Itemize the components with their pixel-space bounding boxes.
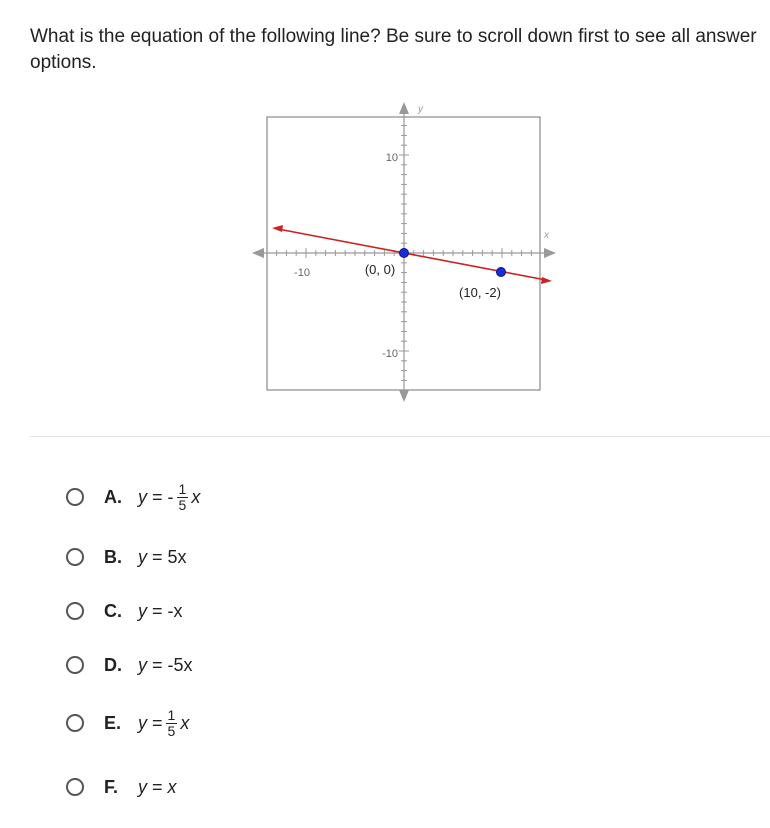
point-origin	[400, 249, 409, 258]
y-axis-down-arrow	[399, 390, 409, 402]
option-equation	[138, 655, 193, 676]
y-tick-label-10: 10	[385, 152, 398, 164]
radio-b[interactable]	[66, 548, 84, 566]
y-axis-label: y	[418, 104, 423, 115]
line-graph	[250, 100, 560, 410]
eq-sign: =	[152, 776, 163, 797]
question-text: What is the equation of the following line? Be sure to scroll down first to see all answer options.	[30, 26, 757, 73]
x-axis-right-arrow	[544, 248, 556, 258]
fraction	[166, 708, 178, 739]
eq-lhs: y	[138, 776, 147, 797]
option-equation	[138, 482, 200, 513]
radio-c[interactable]	[66, 602, 84, 620]
y-tick-label-neg10: -10	[382, 348, 398, 360]
point-10-neg2	[497, 268, 506, 277]
divider	[30, 436, 770, 437]
option-a[interactable]	[66, 474, 200, 520]
eq-rhs: -5x	[167, 654, 193, 675]
line-arrow-right	[541, 277, 552, 284]
point-label-10-neg2: (10, -2)	[459, 285, 501, 300]
eq-rhs: 5x	[167, 546, 187, 567]
eq-lhs: y	[138, 600, 147, 621]
frac-num: 1	[167, 706, 176, 723]
option-d[interactable]	[66, 642, 193, 688]
frac-den: 5	[167, 722, 176, 739]
eq-lhs: y	[138, 546, 147, 567]
option-letter: F.	[104, 776, 119, 797]
option-equation	[138, 547, 187, 568]
eq-lhs: y	[138, 712, 147, 733]
frac-num: 1	[178, 480, 187, 497]
option-equation	[138, 601, 183, 622]
frac-den: 5	[178, 496, 187, 513]
eq-sign: =	[152, 546, 163, 567]
graph-svg	[250, 100, 560, 410]
y-axis-up-arrow	[399, 102, 409, 114]
fraction	[177, 482, 189, 513]
eq-lhs: y	[138, 486, 147, 507]
option-letter: E.	[104, 712, 122, 733]
option-f[interactable]	[66, 764, 177, 810]
radio-e[interactable]	[66, 714, 84, 732]
option-b[interactable]	[66, 534, 187, 580]
option-e[interactable]	[66, 700, 189, 746]
eq-rhs: x	[167, 776, 177, 797]
radio-d[interactable]	[66, 656, 84, 674]
eq-sign: =	[152, 486, 163, 507]
option-letter: A.	[104, 486, 122, 507]
radio-a[interactable]	[66, 488, 84, 506]
x-axis-label: x	[544, 230, 549, 241]
radio-f[interactable]	[66, 778, 84, 796]
eq-minus: -	[167, 486, 174, 507]
option-letter: D.	[104, 654, 122, 675]
eq-var: x	[180, 712, 190, 733]
option-c[interactable]	[66, 588, 183, 634]
eq-sign: =	[152, 654, 163, 675]
eq-rhs: -x	[167, 600, 183, 621]
eq-var: x	[191, 486, 201, 507]
x-axis-left-arrow	[252, 248, 264, 258]
point-label-origin: (0, 0)	[364, 262, 396, 277]
option-equation	[138, 777, 177, 798]
eq-sign: =	[152, 600, 163, 621]
option-letter: C.	[104, 600, 122, 621]
x-tick-label-neg10: -10	[294, 267, 310, 279]
option-letter: B.	[104, 546, 122, 567]
eq-sign: =	[152, 712, 163, 733]
option-equation	[138, 708, 189, 739]
eq-lhs: y	[138, 654, 147, 675]
